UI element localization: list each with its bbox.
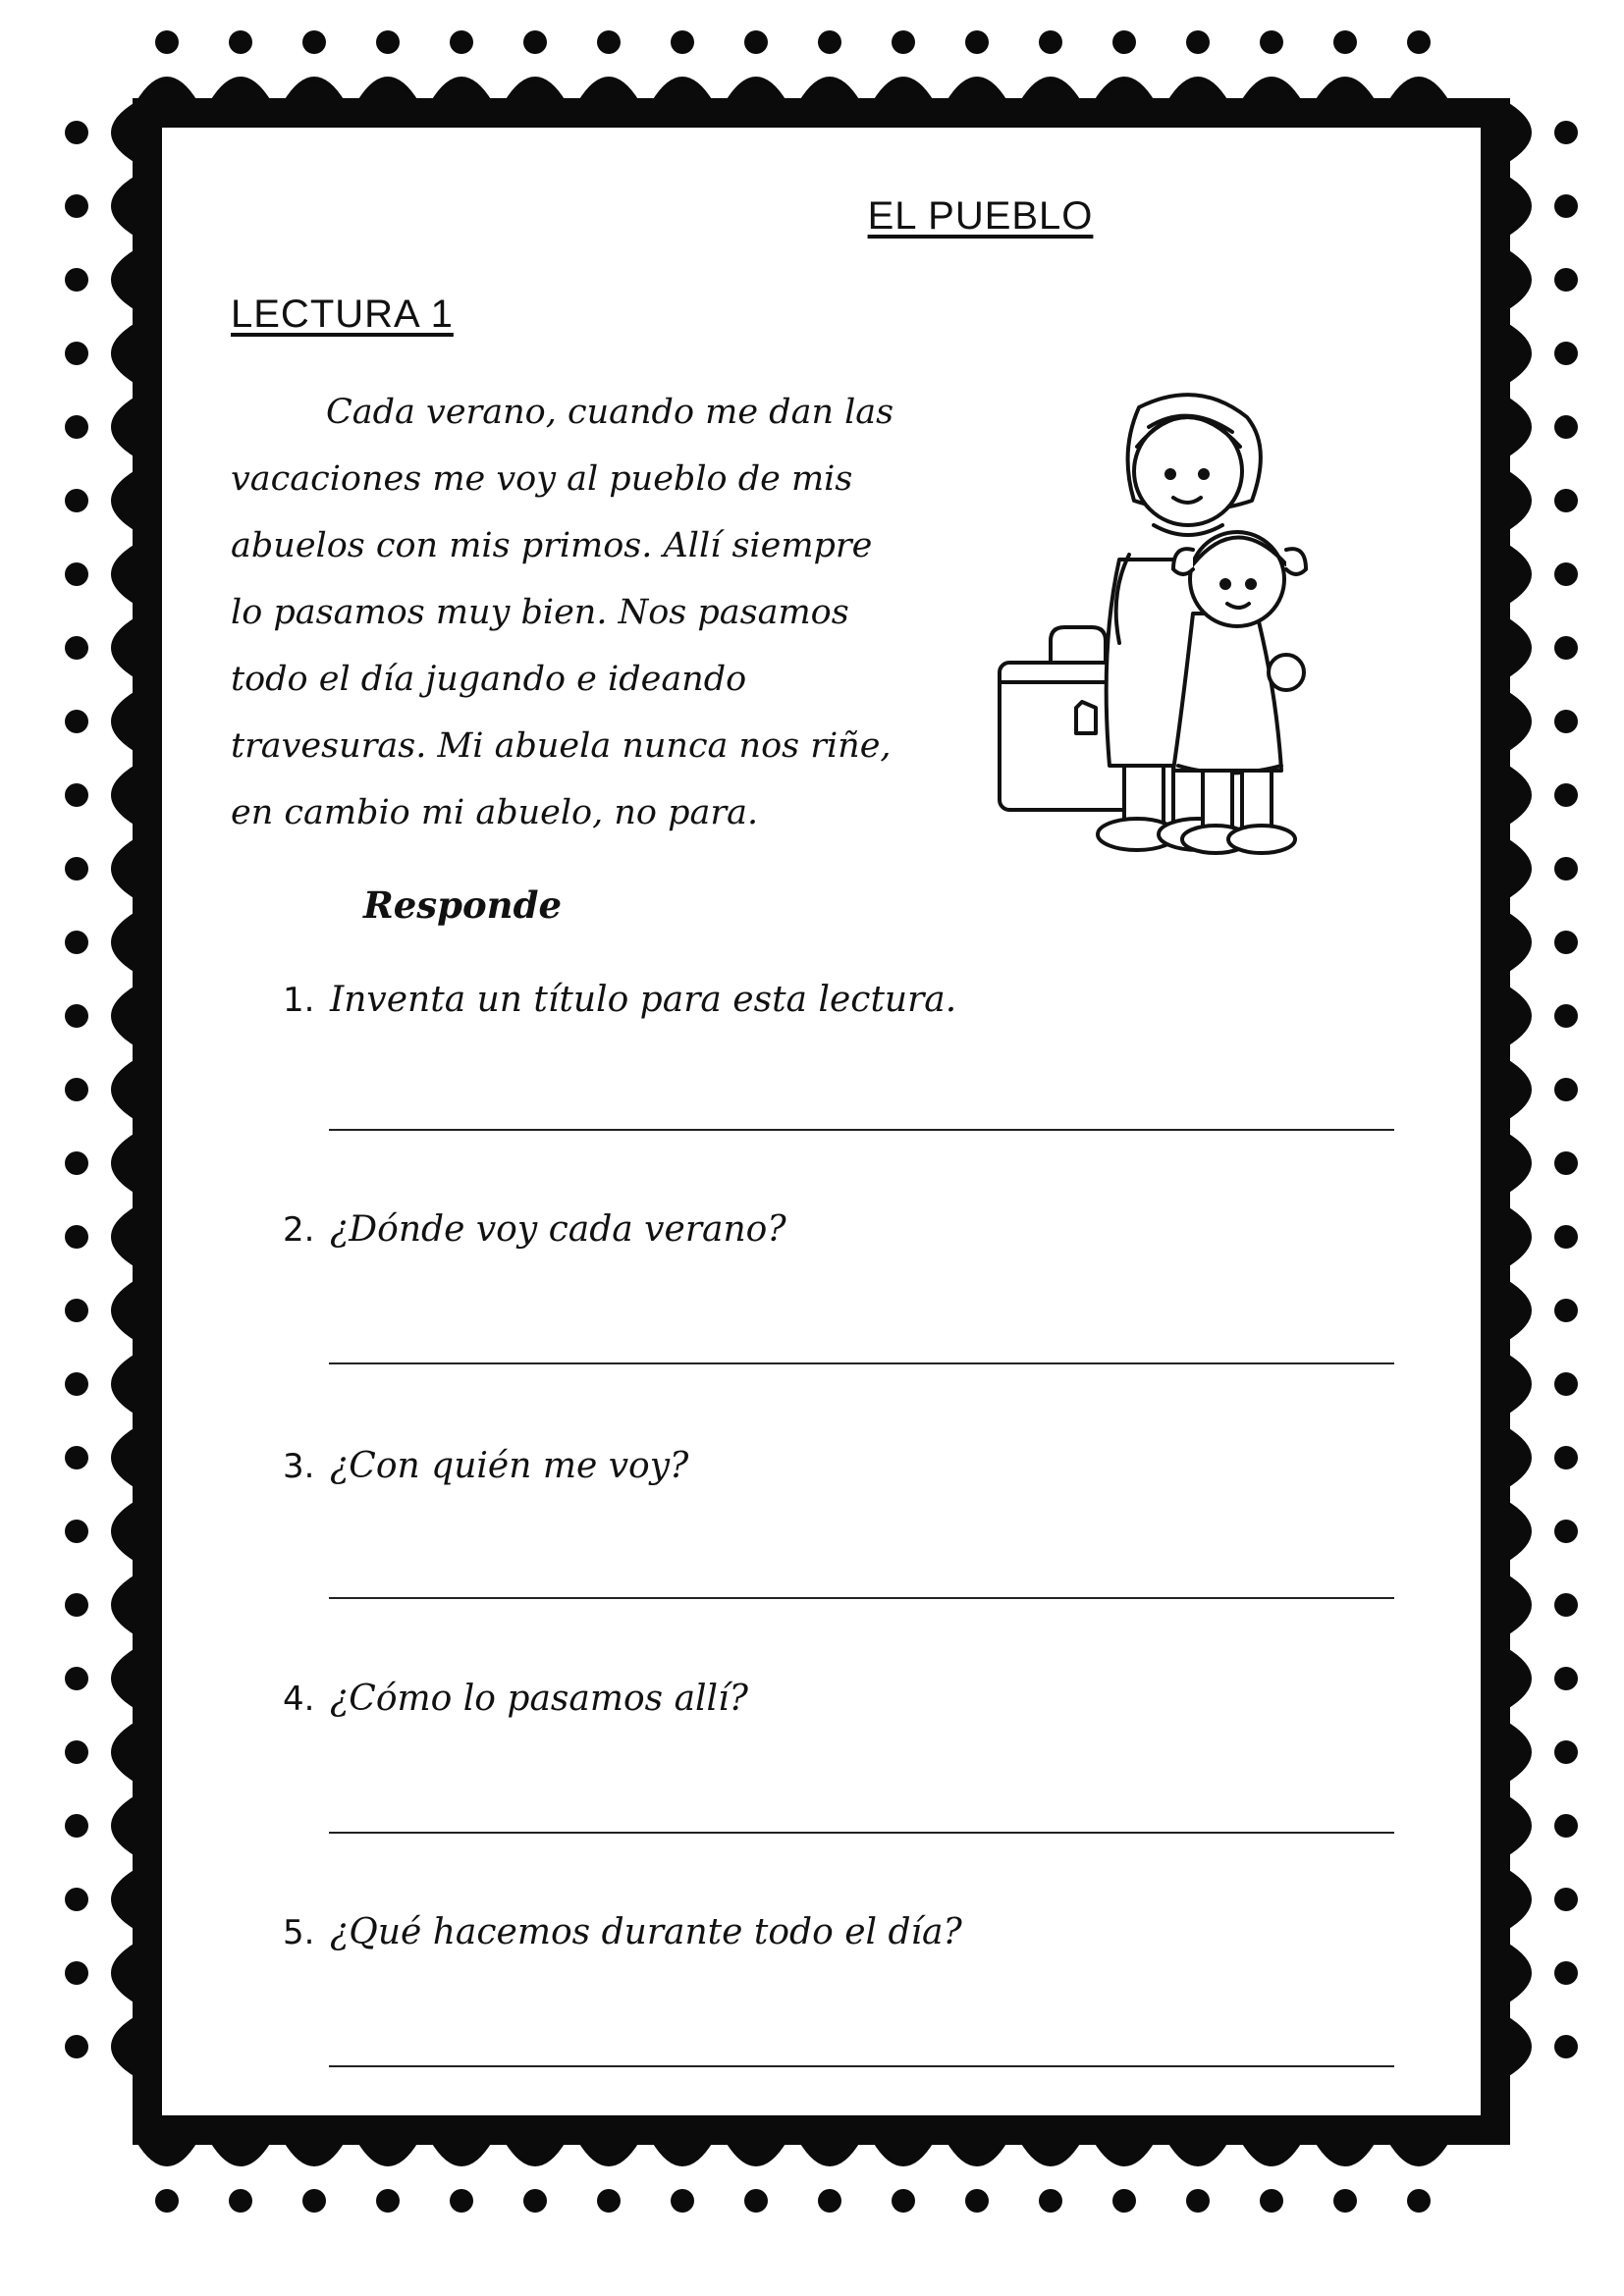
border-dot [1039, 2189, 1062, 2213]
border-dot [1554, 857, 1578, 881]
border-dot [65, 1372, 88, 1396]
border-dot [65, 931, 88, 954]
border-dot [65, 1151, 88, 1175]
answer-line-4[interactable] [329, 1832, 1394, 1834]
border-dot [1554, 1520, 1578, 1543]
border-dot [1554, 636, 1578, 660]
border-dot [65, 1814, 88, 1838]
question-4 [283, 1679, 1412, 1719]
reading-line: vacaciones me voy al pueblo de mis [231, 459, 853, 499]
border-dot [1554, 1299, 1578, 1322]
border-dot [671, 2189, 694, 2213]
border-dot [65, 1667, 88, 1690]
border-dot [1407, 30, 1431, 54]
border-dot [450, 2189, 473, 2213]
reading-line: lo pasamos muy bien. Nos pasamos [231, 593, 849, 632]
border-dot [818, 30, 841, 54]
border-dot [1554, 268, 1578, 292]
border-dot [65, 1225, 88, 1249]
border-dot [1554, 1961, 1578, 1985]
border-dot [1554, 342, 1578, 365]
border-dot [450, 30, 473, 54]
border-dot [1260, 30, 1283, 54]
grandmother-girl-illustration [992, 388, 1384, 869]
border-dot [65, 1961, 88, 1985]
reading-line: abuelos con mis primos. Allí siempre [231, 526, 873, 565]
question-text: ¿Dónde voy cada verano? [330, 1209, 786, 1250]
border-dot [1186, 30, 1210, 54]
border-dot [1554, 1593, 1578, 1617]
border-dot [1554, 1078, 1578, 1101]
border-dot [523, 30, 547, 54]
question-1 [283, 980, 1412, 1020]
border-dot [597, 2189, 621, 2213]
border-dot [229, 2189, 252, 2213]
reading-subtitle: LECTURA 1 [231, 293, 454, 336]
border-dot [1554, 415, 1578, 439]
border-dot [65, 1299, 88, 1322]
border-dot [65, 1446, 88, 1469]
question-5 [283, 1912, 1412, 1952]
page-title: EL PUEBLO [867, 194, 1094, 238]
reading-line: en cambio mi abuelo, no para. [231, 793, 759, 832]
answer-line-5[interactable] [329, 2065, 1394, 2067]
answer-line-3[interactable] [329, 1597, 1394, 1599]
border-dot [65, 783, 88, 807]
question-2 [283, 1209, 1412, 1250]
border-dot [1554, 562, 1578, 586]
border-dot [302, 30, 326, 54]
border-dot [65, 194, 88, 218]
worksheet-page [162, 128, 1481, 2115]
border-dot [376, 30, 400, 54]
border-dot [65, 857, 88, 881]
border-dot [671, 30, 694, 54]
border-dot [65, 1004, 88, 1028]
border-dot [65, 562, 88, 586]
border-dot [65, 121, 88, 144]
border-dot [65, 636, 88, 660]
border-dot [1407, 2189, 1431, 2213]
reading-line: travesuras. Mi abuela nunca nos riñe, [231, 726, 892, 766]
border-dot [1554, 121, 1578, 144]
question-number: 3. [283, 1447, 315, 1486]
question-text: Inventa un título para esta lectura. [330, 980, 957, 1020]
border-dot [1554, 1446, 1578, 1469]
border-dot [1112, 2189, 1136, 2213]
border-dot [1333, 2189, 1357, 2213]
border-dot [65, 1593, 88, 1617]
border-dot [155, 30, 179, 54]
border-dot [1554, 1225, 1578, 1249]
border-dot [1554, 1372, 1578, 1396]
answer-line-2[interactable] [329, 1362, 1394, 1364]
question-text: ¿Con quién me voy? [330, 1446, 689, 1486]
question-number: 2. [283, 1210, 315, 1250]
border-dot [155, 2189, 179, 2213]
border-dot [376, 2189, 400, 2213]
border-dot [965, 2189, 989, 2213]
question-text: ¿Cómo lo pasamos allí? [330, 1679, 748, 1719]
border-dot [597, 30, 621, 54]
border-dot [1554, 1814, 1578, 1838]
border-dot [1554, 1888, 1578, 1911]
border-dot [65, 268, 88, 292]
border-dot [1260, 2189, 1283, 2213]
border-dot [1554, 1740, 1578, 1764]
question-text: ¿Qué hacemos durante todo el día? [330, 1912, 962, 1952]
reading-line: Cada verano, cuando me dan las [326, 393, 894, 432]
border-dot [65, 415, 88, 439]
border-dot [65, 1520, 88, 1543]
border-dot [65, 2035, 88, 2058]
border-dot [1554, 1004, 1578, 1028]
border-dot [818, 2189, 841, 2213]
border-dot [65, 1078, 88, 1101]
border-dot [744, 2189, 768, 2213]
answer-line-1[interactable] [329, 1129, 1394, 1131]
border-dot [1554, 783, 1578, 807]
border-dot [1554, 1151, 1578, 1175]
border-dot [1554, 710, 1578, 733]
border-dot [65, 1888, 88, 1911]
border-dot [65, 489, 88, 512]
border-dot [1186, 2189, 1210, 2213]
question-number: 1. [283, 981, 315, 1020]
border-dot [229, 30, 252, 54]
border-dot [65, 342, 88, 365]
border-dot [1554, 931, 1578, 954]
border-dot [965, 30, 989, 54]
border-dot [892, 2189, 915, 2213]
border-dot [892, 30, 915, 54]
border-dot [744, 30, 768, 54]
reading-text [231, 379, 977, 846]
question-3 [283, 1446, 1412, 1486]
border-dot [302, 2189, 326, 2213]
border-dot [65, 1740, 88, 1764]
border-dot [1554, 489, 1578, 512]
reading-line: todo el día jugando e ideando [231, 660, 747, 699]
border-dot [523, 2189, 547, 2213]
border-dot [1554, 2035, 1578, 2058]
question-number: 5. [283, 1913, 315, 1952]
question-number: 4. [283, 1680, 315, 1719]
border-dot [1039, 30, 1062, 54]
border-dot [1333, 30, 1357, 54]
border-dot [65, 710, 88, 733]
border-dot [1554, 1667, 1578, 1690]
border-dot [1112, 30, 1136, 54]
section-heading: Responde [363, 883, 562, 927]
